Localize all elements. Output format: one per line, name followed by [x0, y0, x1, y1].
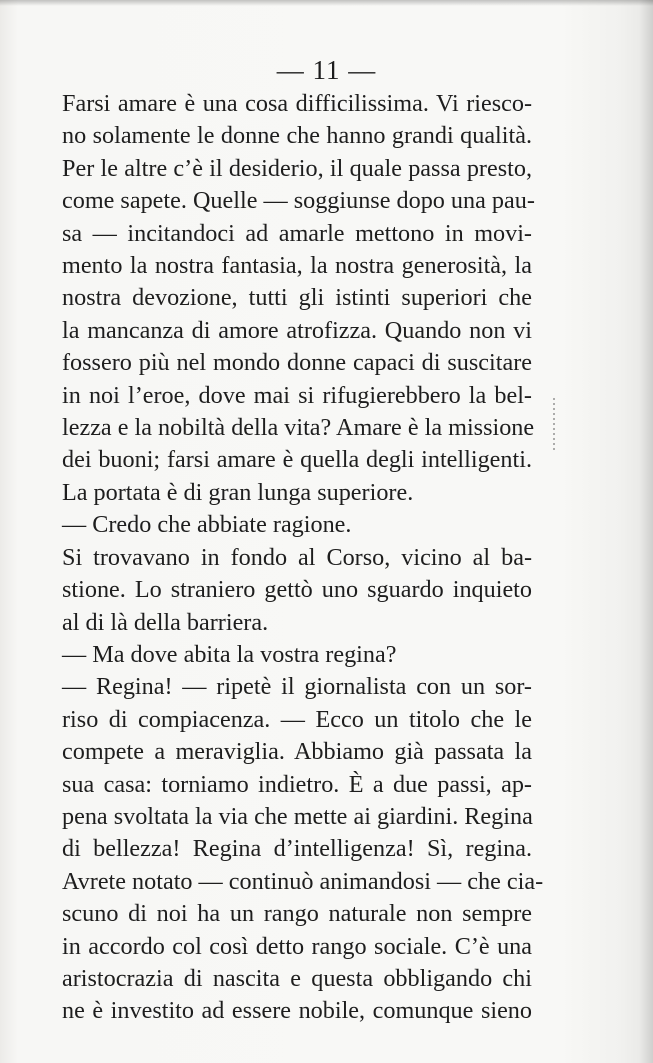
- text-line: dei buoni; farsi amare è quella degli intelligenti.: [62, 446, 532, 474]
- text-line: al di là della barriera.: [62, 608, 269, 636]
- dialogue-line: — Credo che abbiate ragione.: [62, 511, 352, 539]
- margin-speck: [553, 398, 555, 450]
- text-line: Farsi amare è una cosa difficilissima. Vi riesco-: [62, 90, 532, 117]
- text-line: ne è investito ad essere nobile, comunque sieno: [62, 997, 532, 1025]
- text-line: compete a meraviglia. Abbiamo già passata la: [62, 738, 532, 766]
- text-line: sa — incitandoci ad amarle mettono in movi-: [62, 219, 532, 247]
- text-line: stione. Lo straniero gettò uno sguardo inquieto: [62, 576, 532, 604]
- text-line: come sapete. Quelle — soggiunse dopo una pau-: [62, 187, 535, 215]
- text-line: Si trovavano in fondo al Corso, vicino al ba-: [62, 543, 532, 571]
- text-line: nostra devozione, tutti gli istinti superiori che: [62, 284, 532, 312]
- text-line: fossero più nel mondo donne capaci di suscitare: [62, 349, 532, 377]
- text-line: la mancanza di amore atrofizza. Quando non vi: [62, 316, 532, 344]
- dialogue-line: — Regina! — ripetè il giornalista con un sor-: [62, 673, 532, 701]
- text-line: sua casa: torniamo indietro. È a due passi, ap-: [62, 770, 532, 798]
- text-line: La portata è di gran lunga superiore.: [62, 478, 414, 506]
- text-line: di bellezza! Regina d’intelligenza! Sì, regina.: [62, 835, 532, 863]
- text-line: pena svoltata la via che mette ai giardini. Regina: [62, 802, 533, 830]
- text-line: in accordo col così detto rango sociale. C’è una: [62, 932, 532, 960]
- page-number: — 11 —: [276, 55, 377, 85]
- text-line: scuno di noi ha un rango naturale non sempre: [62, 900, 532, 928]
- text-line: in noi l’eroe, dove mai si rifugierebbero la bel-: [62, 381, 532, 409]
- text-line: lezza e la nobiltà della vita? Amare è la missione: [62, 414, 535, 442]
- text-line: Per le altre c’è il desiderio, il quale passa presto,: [62, 154, 532, 182]
- page-top-shadow: [0, 0, 653, 6]
- page-right-shadow: [639, 0, 653, 1063]
- text-line: Avrete notato — continuò animandosi — che cia-: [62, 867, 544, 895]
- dialogue-line: — Ma dove abita la vostra regina?: [62, 640, 397, 668]
- text-line: no solamente le donne che hanno grandi qualità.: [62, 122, 532, 150]
- text-line: aristocrazia di nascita e questa obbligando chi: [62, 964, 532, 992]
- body-text: [62, 88, 544, 1028]
- text-line: riso di compiacenza. — Ecco un titolo che le: [62, 705, 532, 733]
- text-line: mento la nostra fantasia, la nostra generosità, la: [62, 252, 532, 280]
